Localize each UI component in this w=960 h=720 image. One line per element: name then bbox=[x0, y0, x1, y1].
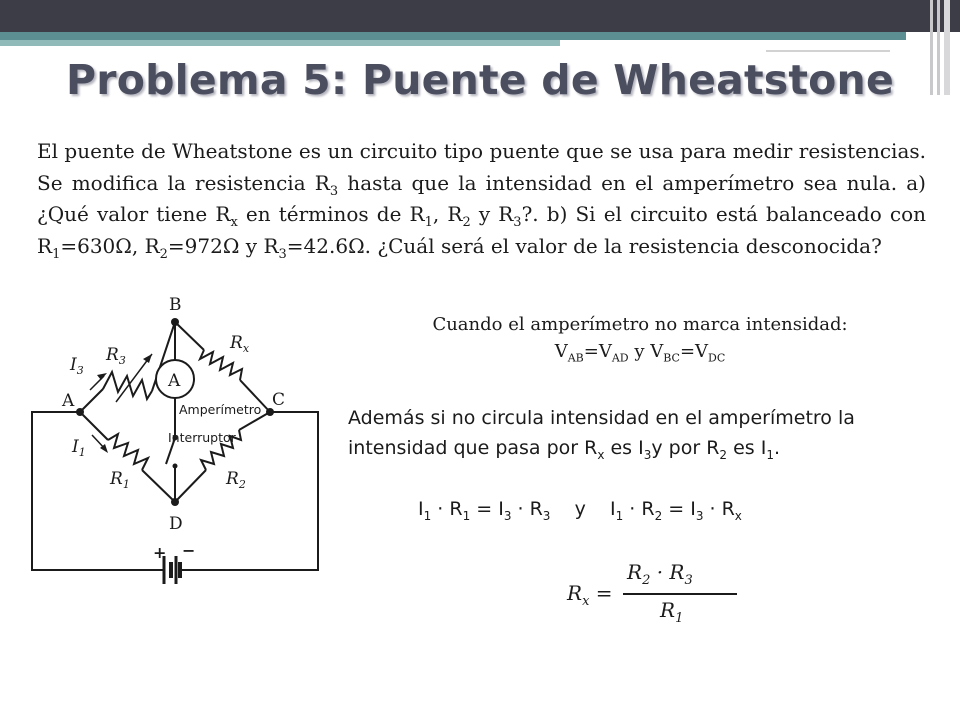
wheatstone-circuit-diagram bbox=[30, 292, 340, 597]
balance-condition-title: Cuando el amperímetro no marca intensidad: bbox=[432, 314, 848, 335]
header-bar-teal bbox=[0, 32, 906, 40]
problem-statement: El puente de Wheatstone es un circuito tipo puente que se usa para medir resistencias. Se modifica la resistencia $R_3$ hasta que la intensidad en el amperímetro sea nula. a) ¿Qué valor tiene $R_x$ en términos de $R_1$, $R_2$ y $R_3$?. b) Si el circuito está balanceado con $R_1=630\Omega$, $R_2=972\Omega$ y $R_3=42.6\Omega$. ¿Cuál será el valor de la resistencia desconocida? bbox=[37, 139, 926, 262]
node-label-d: D bbox=[169, 514, 183, 534]
ammeter-label: Amperímetro bbox=[179, 402, 262, 417]
slide-title: Problema 5: Puente de Wheatstone bbox=[66, 56, 894, 104]
current-explanation: Además si no circula intensidad en el amperímetro la intensidad que pasa por $R_x$ es $I_3y$ por $R_2$ es $I_1$. bbox=[348, 407, 855, 462]
voltage-equations: $I_1 \cdot R_1 = I_3 \cdot R_3$ y $I_1 \cdot R_2 = I_3 \cdot R_x$ bbox=[418, 498, 742, 523]
label-i3: $I_3$ bbox=[70, 355, 84, 377]
fraction-bar bbox=[623, 593, 737, 595]
switch-contact-dot bbox=[173, 464, 178, 469]
balance-condition-equation: $V_{AB}=V_{AD}$ y $V_{BC}=V_{DC}$ bbox=[554, 341, 726, 365]
label-i1: $I_1$ bbox=[72, 437, 86, 459]
node-label-c: C bbox=[272, 390, 286, 410]
decor-line bbox=[766, 50, 890, 52]
battery-plus: + bbox=[153, 543, 167, 562]
node-label-a: A bbox=[62, 391, 75, 411]
header-bar-teal-light bbox=[0, 40, 560, 46]
label-r2: $R_2$ bbox=[226, 469, 246, 491]
decor-line bbox=[570, 44, 890, 47]
formula-lhs: $R_x$ = bbox=[567, 581, 613, 609]
node-d-dot bbox=[171, 498, 179, 506]
switch-label: Interruptor bbox=[168, 430, 236, 445]
header-bar-dark bbox=[0, 0, 960, 32]
battery-minus: − bbox=[182, 541, 196, 560]
label-rx: $R_x$ bbox=[230, 333, 250, 355]
label-r3: $R_3$ bbox=[106, 345, 126, 367]
ammeter-symbol: A bbox=[168, 371, 181, 391]
resistor-r2-icon bbox=[175, 412, 270, 502]
node-b-dot bbox=[171, 318, 179, 326]
outer-wire bbox=[32, 412, 163, 570]
node-a-dot bbox=[76, 408, 84, 416]
formula-denominator: $R_1$ bbox=[660, 598, 684, 626]
label-r1: $R_1$ bbox=[110, 469, 130, 491]
node-label-b: B bbox=[169, 295, 182, 315]
formula-numerator: $R_2 \cdot R_3$ bbox=[627, 560, 693, 588]
